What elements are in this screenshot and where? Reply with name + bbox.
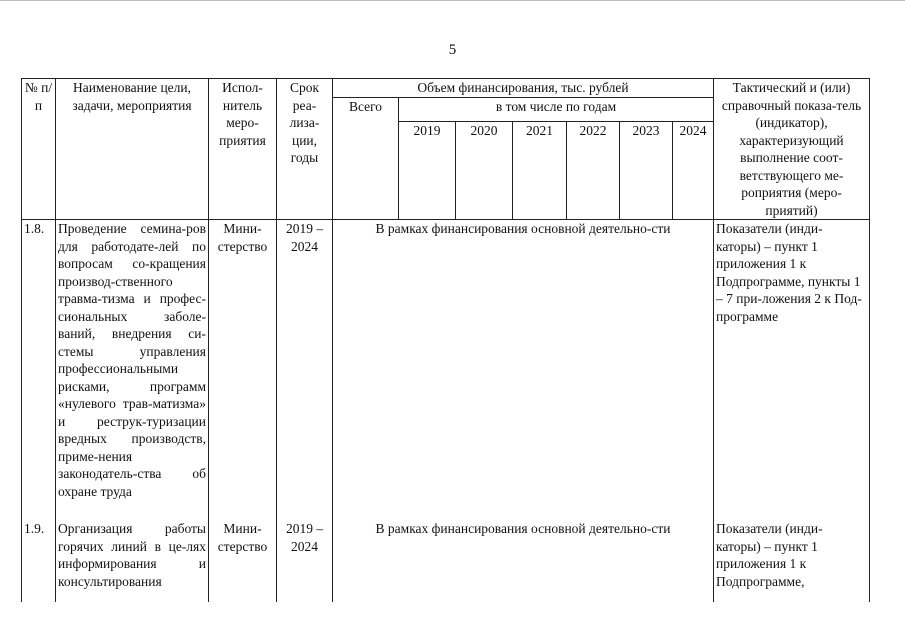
table-header [22, 79, 870, 220]
measure-name: Проведение семина-ров для работодате-лей по вопросам со-кращения производ-ственного травма-тизма и профес-сиональных заболе-ваний, внедрения си-стемы управления профессиональными рисками, программ «нулевого трав-матизма» и реструк-туризации вредных производств, приме-нения законодатель-ства об охране труда [56, 220, 209, 521]
table-body [22, 220, 870, 603]
header-year: 2024 [673, 122, 714, 220]
header-funding: Объем финансирования, тыс. рублей [333, 79, 714, 98]
header-total: Всего [333, 98, 399, 220]
header-by-years: в том числе по годам [399, 98, 714, 122]
header-year: 2023 [620, 122, 673, 220]
measure-term: 2019 – 2024 [277, 520, 333, 602]
measure-name: Организация работы горячих линий в це-лях информирования и консультирования [56, 520, 209, 602]
measure-funding: В рамках финансирования основной деятельно-сти [333, 520, 714, 602]
measure-executor: Мини-стерство [209, 220, 277, 521]
header-name: Наименование цели, задачи, мероприятия [56, 79, 209, 220]
page-number: 5 [448, 42, 457, 58]
header-term: Срок реа-лиза-ции, годы [277, 79, 333, 220]
top-edge-rule [0, 0, 905, 1]
row-number: 1.9. [22, 520, 56, 602]
measure-term: 2019 – 2024 [277, 220, 333, 521]
header-indicator: Тактический и (или) справочный показа-тель (индикатор), характеризующий выполнение соот-ветствующего ме-роприятия (меро-приятий) [714, 79, 870, 220]
header-year: 2022 [567, 122, 620, 220]
measure-executor: Мини-стерство [209, 520, 277, 602]
measure-indicator: Показатели (инди-каторы) – пункт 1 приложения 1 к Подпрограмме, пункты 1 – 7 при-ложения 2 к Под-программе [714, 220, 870, 521]
header-year: 2019 [399, 122, 456, 220]
table-row [22, 220, 870, 521]
measures-table [21, 78, 870, 602]
header-executor: Испол-нитель меро-приятия [209, 79, 277, 220]
header-num: № п/п [22, 79, 56, 220]
row-number: 1.8. [22, 220, 56, 521]
header-year: 2020 [456, 122, 513, 220]
table-row [22, 520, 870, 602]
header-year: 2021 [513, 122, 567, 220]
measure-funding: В рамках финансирования основной деятельно-сти [333, 220, 714, 521]
measure-indicator: Показатели (инди-каторы) – пункт 1 приложения 1 к Подпрограмме, [714, 520, 870, 602]
